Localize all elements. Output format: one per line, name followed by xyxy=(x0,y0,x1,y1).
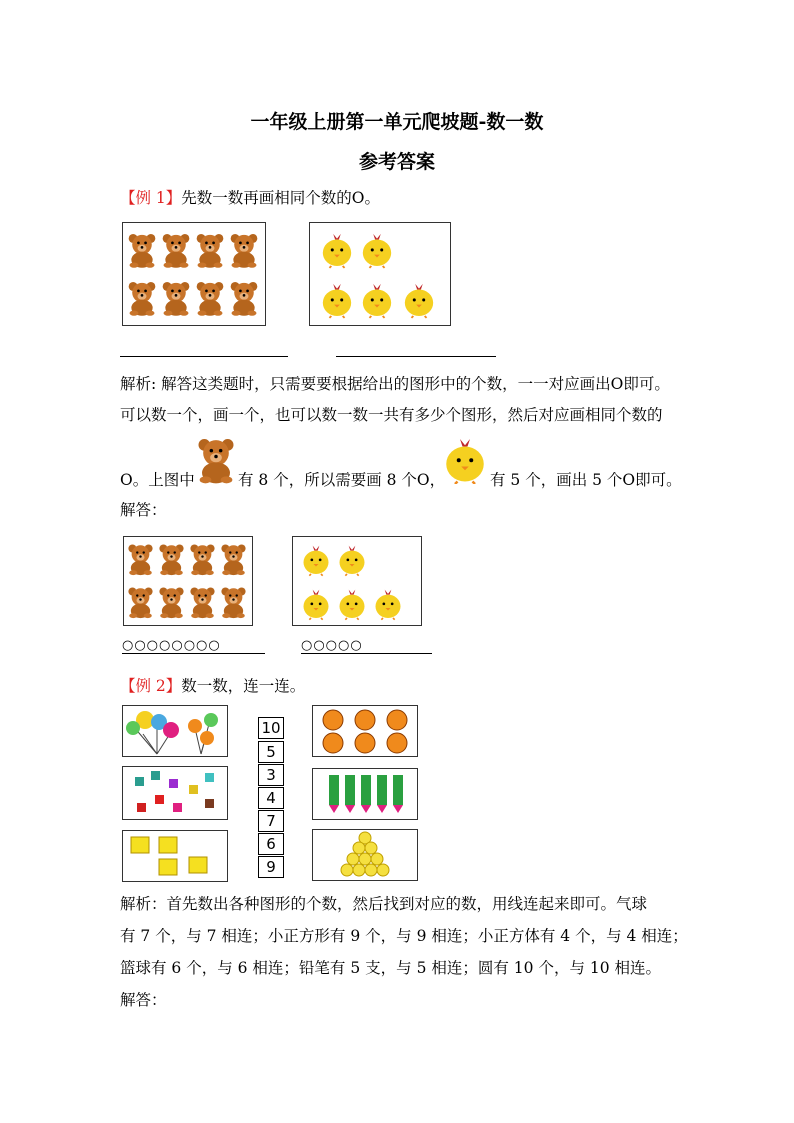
number-box[interactable]: 5 xyxy=(258,741,284,763)
basketballs-box xyxy=(312,705,418,757)
ex1-heading xyxy=(120,186,380,208)
ex2-label: 【例 2】 xyxy=(120,677,182,695)
number-box[interactable]: 4 xyxy=(258,787,284,809)
bear-answer-line xyxy=(120,356,288,357)
bear-circles: ○○○○○○○○ xyxy=(122,638,221,653)
bear-icon xyxy=(123,223,265,325)
ex1-label: 【例 1】 xyxy=(120,189,182,207)
ex2-analysis-1: 解析：首先数出各种图形的个数，然后找到对应的数，用线连起来即可。气球 xyxy=(120,895,648,913)
pencils-box xyxy=(312,768,418,820)
number-box[interactable]: 3 xyxy=(258,764,284,786)
ex1-analysis-3a: O。上图中 xyxy=(120,471,195,489)
balloons-icon xyxy=(123,706,227,756)
page-title: 一年级上册第一单元爬坡题-数一数 xyxy=(250,111,544,133)
ex1-analysis-3b: 有 8 个，所以需要画 8 个O， xyxy=(238,471,446,489)
chick-answer-box xyxy=(292,536,422,626)
chick-circles-line xyxy=(301,653,432,654)
number-box[interactable]: 10 xyxy=(258,717,284,739)
ex1-analysis-1: 解析: 解答这类题时，只需要要根据给出的图形中的个数，一一对应画出O即可。 xyxy=(120,375,670,393)
bear-picture-box xyxy=(122,222,266,326)
ex2-analysis-2: 有 7 个，与 7 相连；小正方形有 9 个，与 9 相连；小正方体有 4 个，与 4 相连； xyxy=(120,927,688,945)
chick-picture-box xyxy=(309,222,451,326)
number-box[interactable]: 9 xyxy=(258,856,284,878)
ex1-prompt: 先数一数再画相同个数的O。 xyxy=(181,189,381,207)
bear-inline-icon xyxy=(195,436,237,484)
chick-answer-line xyxy=(336,356,496,357)
squares-box xyxy=(122,766,228,820)
ex1-answer-label: 解答： xyxy=(120,501,167,519)
cubes-icon xyxy=(123,831,227,881)
ex2-analysis-3: 篮球有 6 个，与 6 相连；铅笔有 5 支，与 5 相连；圆有 10 个，与 10 相连。 xyxy=(120,959,662,977)
circles-box xyxy=(312,829,418,881)
pencil-icon xyxy=(313,769,417,819)
chick-icon xyxy=(310,223,450,325)
bear-icon xyxy=(124,537,252,625)
bear-circles-line xyxy=(122,653,265,654)
number-box[interactable]: 7 xyxy=(258,810,284,832)
page-subtitle: 参考答案 xyxy=(358,151,435,173)
ex2-heading xyxy=(120,674,305,696)
balloons-box xyxy=(122,705,228,757)
ex1-analysis-2: 可以数一个，画一个，也可以数一数一共有多少个图形，然后对应画相同个数的 xyxy=(120,406,663,424)
chick-inline-icon xyxy=(442,434,488,484)
yellow-circles-icon xyxy=(313,830,417,880)
ex2-prompt: 数一数，连一连。 xyxy=(181,677,306,695)
number-box[interactable]: 6 xyxy=(258,833,284,855)
ex2-answer-label: 解答： xyxy=(120,991,167,1009)
chick-icon xyxy=(293,537,421,625)
basketball-icon xyxy=(313,706,417,756)
cubes-box xyxy=(122,830,228,882)
ex1-analysis-3c: 有 5 个，画出 5 个O即可。 xyxy=(490,471,682,489)
chick-circles: ○○○○○ xyxy=(301,638,363,653)
small-squares-icon xyxy=(123,767,227,819)
bear-answer-box xyxy=(123,536,253,626)
